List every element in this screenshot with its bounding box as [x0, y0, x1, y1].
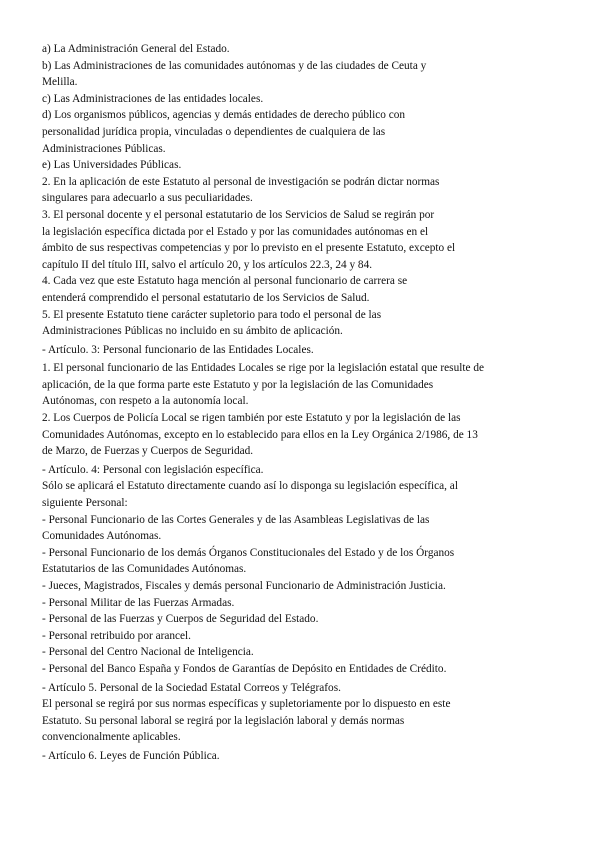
text-line: de Marzo, de Fuerzas y Cuerpos de Seguridad.: [42, 445, 254, 458]
list-item: - Personal Funcionario de las Cortes Generales y de las Asambleas Legislativas de las: [42, 513, 430, 526]
list-item: - Jueces, Magistrados, Fiscales y demás personal Funcionario de Administración Justicia.: [42, 580, 446, 592]
text-line: 5. El presente Estatuto tiene carácter supletorio para todo el personal de las: [42, 308, 382, 321]
text-line: capítulo II del título III, salvo el artículo 20, y los artículos 22.3, 24 y 84.: [42, 258, 373, 271]
text-line: e) Las Universidades Públicas.: [42, 159, 182, 172]
text-line: Estatuto. Su personal laboral se regirá por la legislación laboral y demás normas: [42, 714, 405, 727]
text-line: singulares para adecuarlo a sus peculiaridades.: [42, 192, 253, 205]
text-line: Administraciones Públicas no incluido en su ámbito de aplicación.: [42, 325, 343, 338]
article-heading: - Artículo. 3: Personal funcionario de las Entidades Locales.: [42, 343, 314, 356]
text-line: El personal se regirá por sus normas específicas y supletoriamente por lo dispuesto en este: [42, 698, 451, 711]
text-line: Comunidades Autónomas.: [42, 530, 162, 543]
text-line: aplicación, de la que forma parte este Estatuto y por la legislación de las Comunidades: [42, 378, 434, 391]
text-line: 2. Los Cuerpos de Policía Local se rigen también por este Estatuto y por la legislación de las: [42, 412, 461, 425]
text-line: entenderá comprendido el personal estatutario de los Servicios de Salud.: [42, 291, 370, 304]
list-item: - Personal retribuido por arancel.: [42, 629, 191, 642]
text-line: Estatutarios de las Comunidades Autónomas.: [42, 563, 247, 576]
text-line: Administraciones Públicas.: [42, 142, 166, 155]
list-item: - Personal Funcionario de los demás Órganos Constitucionales del Estado y de los Órganos: [42, 546, 455, 559]
list-item: - Personal del Centro Nacional de Inteligencia.: [42, 646, 254, 659]
text-line: Comunidades Autónomas, excepto en lo establecido para ellos en la Ley Orgánica 2/1986, de 13: [42, 428, 478, 441]
document-page: [42, 41, 562, 765]
text-line: a) La Administración General del Estado.: [42, 43, 230, 55]
article-heading: - Artículo. 4: Personal con legislación específica.: [42, 463, 264, 476]
text-line: ámbito de sus respectivas competencias y por lo previsto en el presente Estatuto, excepto el: [42, 242, 456, 255]
text-line: 2. En la aplicación de este Estatuto al personal de investigación se podrán dictar normas: [42, 175, 440, 188]
text-line: 3. El personal docente y el personal estatutario de los Servicios de Salud se regirán por: [42, 208, 435, 221]
article-heading: - Artículo 6. Leyes de Función Pública.: [42, 749, 220, 762]
text-line: siguiente Personal:: [42, 497, 128, 510]
text-line: 1. El personal funcionario de las Entidades Locales se rige por la legislación estatal que resulte de: [42, 362, 484, 375]
text-line: la legislación específica dictada por el Estado y por las comunidades autónomas en el: [42, 225, 429, 238]
list-item: - Personal del Banco España y Fondos de Garantías de Depósito en Entidades de Crédito.: [42, 662, 447, 675]
text-line: 4. Cada vez que este Estatuto haga mención al personal funcionario de carrera se: [42, 275, 408, 288]
text-line: convencionalmente aplicables.: [42, 731, 181, 744]
text-line: d) Los organismos públicos, agencias y demás entidades de derecho público con: [42, 109, 406, 122]
article-heading: - Artículo 5. Personal de la Sociedad Estatal Correos y Telégrafos.: [42, 681, 341, 694]
text-line: Autónomas, con respeto a la autonomía local.: [42, 395, 249, 408]
text-line: Sólo se aplicará el Estatuto directamente cuando así lo disponga su legislación específica, al: [42, 480, 458, 493]
text-line: c) Las Administraciones de las entidades locales.: [42, 92, 264, 105]
text-line: personalidad jurídica propia, vinculadas o dependientes de cualquiera de las: [42, 125, 386, 138]
text-line: b) Las Administraciones de las comunidades autónomas y de las ciudades de Ceuta y: [42, 59, 427, 72]
list-item: - Personal de las Fuerzas y Cuerpos de Seguridad del Estado.: [42, 613, 319, 626]
text-line: Melilla.: [42, 76, 78, 89]
list-item: - Personal Militar de las Fuerzas Armadas.: [42, 596, 235, 609]
